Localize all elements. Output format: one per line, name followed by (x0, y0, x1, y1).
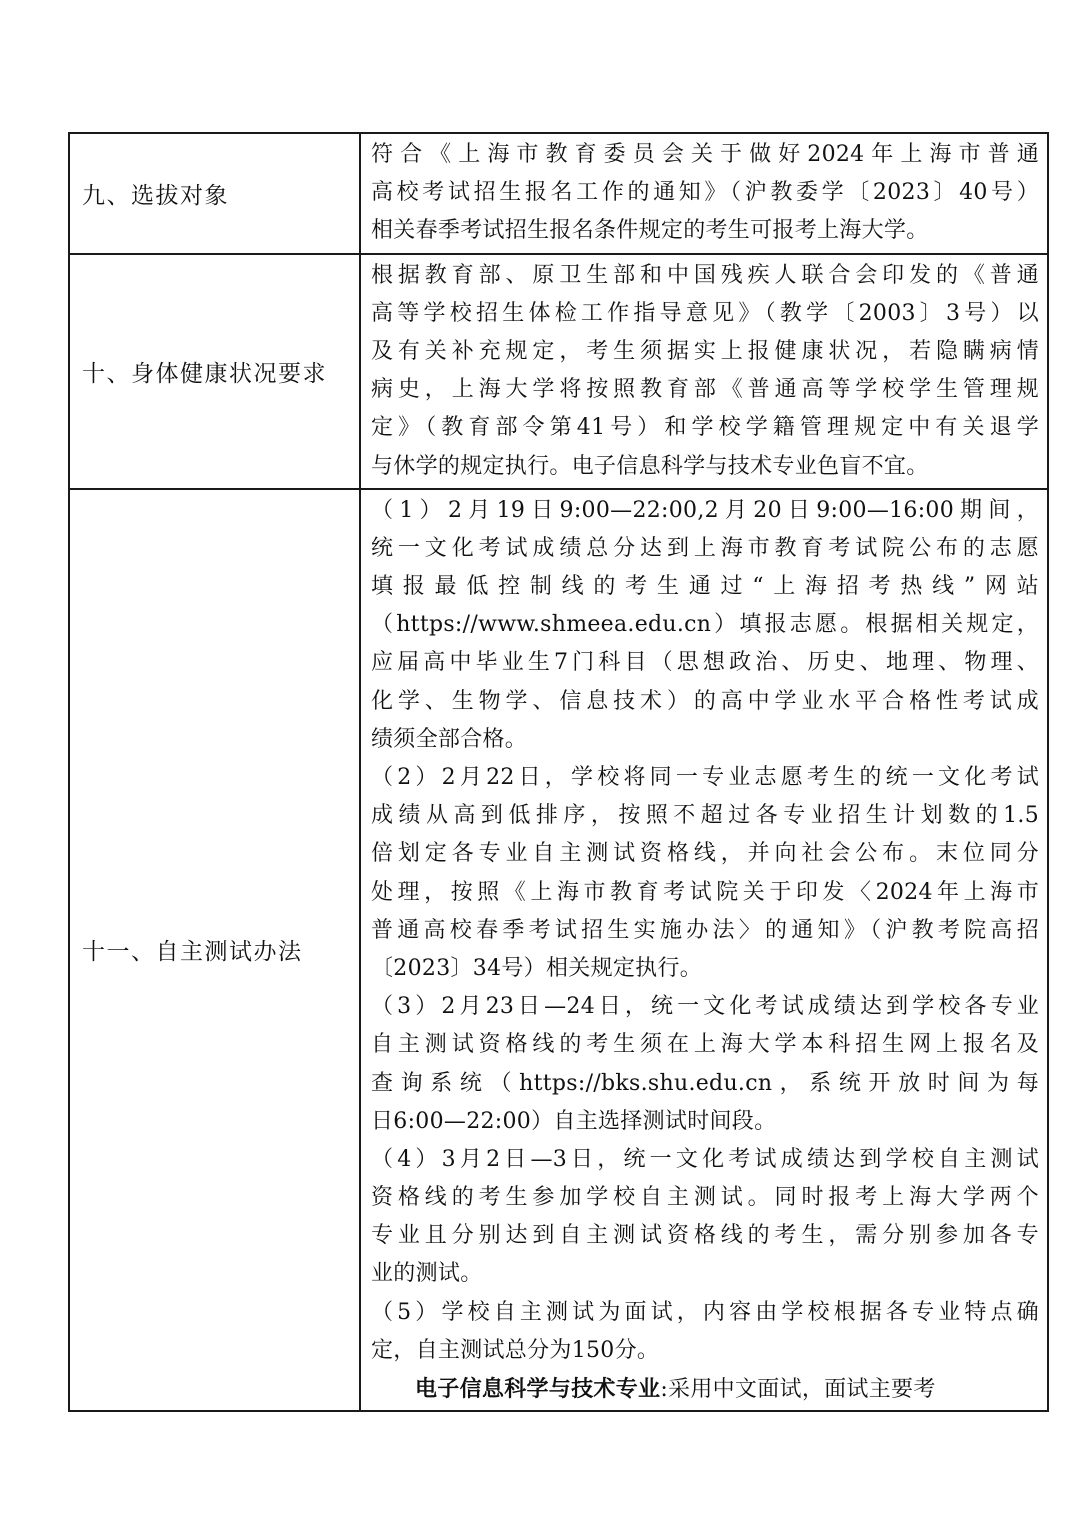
content-line: 日6:00—22:00）自主选择测试时间段。 (371, 1108, 777, 1134)
content-line: 普通高校春季考试招生实施办法〉的通知》（沪教考院高招 (371, 917, 1039, 943)
content-line: 定，自主测试总分为150分。 (371, 1337, 660, 1363)
content-line: （1）2月19日9:00—22:00,2月20日9:00—16:00期间， (371, 497, 1039, 523)
content-line: 高等学校招生体检工作指导意见》（教学〔2003〕3号）以 (371, 300, 1039, 326)
content-line: 化学、生物学、信息技术）的高中学业水平合格性考试成 (371, 688, 1039, 714)
content-line: 专业且分别达到自主测试资格线的考生，需分别参加各专 (371, 1223, 1039, 1249)
content-line: 与休学的规定执行。电子信息科学与技术专业色盲不宜。 (371, 453, 929, 479)
major-name: 电子信息科学与技术专业 (415, 1376, 661, 1402)
content-line: （3）2月23日—24日，统一文化考试成绩达到学校各专业 (371, 994, 1039, 1020)
row-content-health-requirements (360, 254, 1048, 489)
content-line-major-interview (371, 1370, 1039, 1408)
content-line: （4）3月2日—3日，统一文化考试成绩达到学校自主测试 (371, 1146, 1039, 1172)
row-label-independent-test-method: 十一、自主测试办法 (69, 489, 360, 1412)
content-line: （https://www.shmeea.edu.cn）填报志愿。根据相关规定， (371, 612, 1039, 638)
content-line: 〔2023〕34号）相关规定执行。 (371, 955, 703, 981)
row-label-health-requirements: 十、身体健康状况要求 (69, 254, 360, 489)
content-line: 符合《上海市教育委员会关于做好2024年上海市普通 (371, 142, 1039, 167)
content-line: 填报最低控制线的考生通过“上海招考热线”网站 (371, 574, 1039, 600)
content-line: 绩须全部合格。 (371, 726, 528, 752)
row-content-selection-target (360, 133, 1048, 254)
content-line: 自主测试资格线的考生须在上海大学本科招生网上报名及 (371, 1032, 1039, 1058)
table-row (69, 254, 1048, 489)
content-line: 处理，按照《上海市教育考试院关于印发〈2024年上海市 (371, 879, 1039, 905)
content-line: 统一文化考试成绩总分达到上海市教育考试院公布的志愿 (371, 535, 1039, 561)
content-line: （2）2月22日，学校将同一专业志愿考生的统一文化考试 (371, 765, 1039, 790)
content-line: （5）学校自主测试为面试，内容由学校根据各专业特点确 (371, 1299, 1039, 1325)
table-row (69, 133, 1048, 254)
row-content-independent-test-method (360, 489, 1048, 1412)
admission-info-table (68, 132, 1049, 1412)
content-line: 病史，上海大学将按照教育部《普通高等学校学生管理规 (371, 377, 1039, 403)
content-line: 及有关补充规定，考生须据实上报健康状况，若隐瞒病情 (371, 338, 1039, 364)
content-line: 成绩从高到低排序，按照不超过各专业招生计划数的1.5 (371, 803, 1039, 829)
content-line: 应届高中毕业生7门科目（思想政治、历史、地理、物理、 (371, 650, 1039, 676)
content-line: 资格线的考生参加学校自主测试。同时报考上海大学两个 (371, 1185, 1039, 1211)
table-row (69, 489, 1048, 1412)
content-line: 查询系统（https://bks.shu.edu.cn，系统开放时间为每 (371, 1070, 1039, 1096)
content-line: 相关春季考试招生报名条件规定的考生可报考上海大学。 (371, 218, 929, 244)
content-line: 业的测试。 (371, 1261, 483, 1287)
major-interview-text: :采用中文面试，面试主要考 (660, 1377, 936, 1402)
content-line: 高校考试招生报名工作的通知》（沪教委学〔2023〕40号） (371, 180, 1039, 206)
content-line: 定》（教育部令第41号）和学校学籍管理规定中有关退学 (371, 415, 1039, 441)
row-label-selection-target: 九、选拔对象 (69, 133, 360, 254)
content-line: 倍划定各专业自主测试资格线，并向社会公布。末位同分 (371, 841, 1039, 867)
content-line: 根据教育部、原卫生部和中国残疾人联合会印发的《普通 (371, 262, 1039, 288)
